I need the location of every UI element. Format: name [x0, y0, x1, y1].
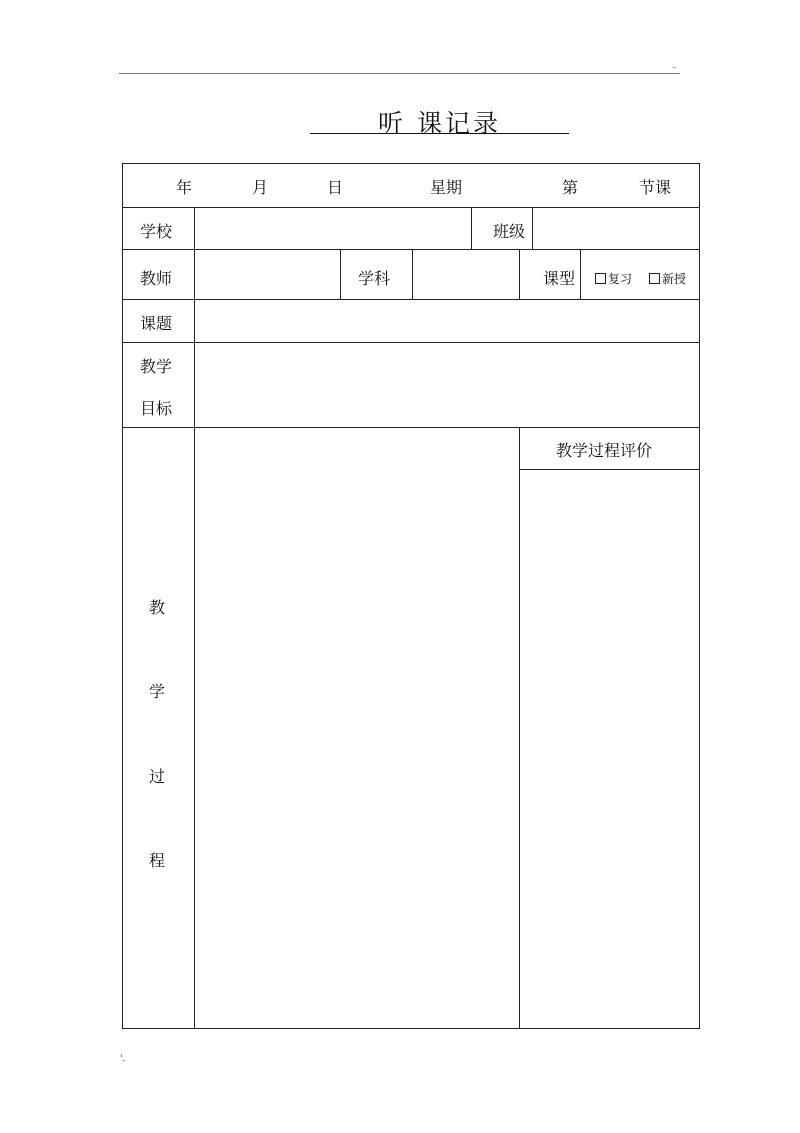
observation-form [122, 163, 700, 1029]
subject-value-divider [412, 249, 413, 299]
row-divider [123, 342, 699, 343]
type-new-label: 新授 [662, 272, 687, 286]
type-new-option[interactable] [649, 270, 686, 287]
weekday-label: 星期 [430, 178, 463, 197]
type-review-option[interactable] [595, 270, 632, 287]
header-rule [119, 73, 680, 74]
row-divider [123, 299, 699, 300]
type-label-divider [519, 249, 520, 299]
type-options-divider [580, 249, 581, 299]
class-label: 班级 [493, 222, 526, 241]
class-label-divider [532, 207, 533, 249]
year-label: 年 [176, 178, 193, 197]
footer-mark: '. [120, 1054, 126, 1064]
process-label-char1: 教 [149, 598, 166, 617]
title-underline [310, 133, 569, 134]
evaluation-label: 教学过程评价 [556, 441, 653, 460]
month-label: 月 [252, 178, 269, 197]
header-mark: .. [672, 61, 678, 70]
period-prefix: 第 [562, 178, 579, 197]
day-label: 日 [327, 178, 344, 197]
process-label-char2: 学 [149, 682, 166, 701]
teacher-label: 教师 [140, 269, 173, 288]
school-label: 学校 [140, 222, 173, 241]
teacher-subject-divider [340, 249, 341, 299]
lesson-type-label: 课型 [543, 269, 576, 288]
period-suffix: 节课 [639, 178, 672, 197]
evaluation-column-divider [519, 427, 520, 1028]
school-class-divider [471, 207, 472, 249]
page-title: 听 课记录 [378, 109, 501, 138]
label-column-divider [194, 207, 195, 1028]
checkbox-new[interactable] [649, 273, 660, 284]
checkbox-review[interactable] [595, 273, 606, 284]
evaluation-header-divider [519, 469, 699, 470]
row-divider [123, 249, 699, 250]
process-label-char4: 程 [149, 851, 166, 870]
row-divider [123, 207, 699, 208]
subject-label: 学科 [358, 269, 391, 288]
goal-label-line1: 教学 [140, 357, 173, 376]
process-label-char3: 过 [149, 767, 166, 786]
type-review-label: 复习 [608, 272, 633, 286]
goal-label-line2: 目标 [140, 399, 173, 418]
topic-label: 课题 [140, 314, 173, 333]
row-divider [123, 427, 699, 428]
